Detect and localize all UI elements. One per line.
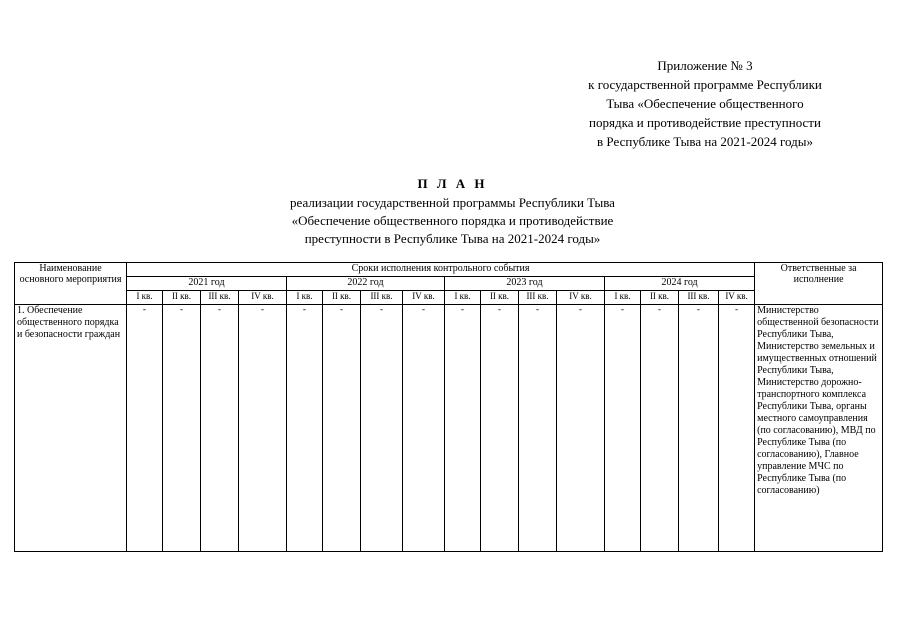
quarter-mark-cell: -: [481, 305, 519, 552]
quarter-mark-cell: -: [323, 305, 361, 552]
column-header-responsible: Ответственные за исполнение: [755, 263, 883, 305]
appendix-line: Приложение № 3: [657, 58, 753, 73]
quarter-header: IV кв.: [557, 291, 605, 305]
quarter-mark-cell: -: [127, 305, 163, 552]
quarter-header: I кв.: [127, 291, 163, 305]
plan-subtitle-line: реализации государственной программы Республики Тыва: [290, 195, 615, 210]
quarter-mark-cell: -: [519, 305, 557, 552]
activity-name-cell: 1. Обеспечение общественного порядка и безопасности граждан: [15, 305, 127, 552]
quarter-header: I кв.: [605, 291, 641, 305]
appendix-line: порядка и противодействие преступности: [589, 115, 821, 130]
quarter-header: II кв.: [641, 291, 679, 305]
plan-table: [14, 262, 883, 552]
quarter-header: IV кв.: [403, 291, 445, 305]
table-row: [15, 305, 883, 552]
quarter-mark-cell: -: [719, 305, 755, 552]
quarter-mark-cell: -: [163, 305, 201, 552]
quarter-header: I кв.: [287, 291, 323, 305]
column-header-deadlines: Сроки исполнения контрольного события: [127, 263, 755, 277]
plan-subtitle-line: преступности в Республике Тыва на 2021-2024 годы»: [304, 231, 601, 246]
year-header: 2023 год: [445, 277, 605, 291]
year-header-row: [15, 277, 883, 291]
quarter-mark-cell: -: [445, 305, 481, 552]
appendix-line: Тыва «Обеспечение общественного: [606, 96, 804, 111]
quarter-mark-cell: -: [557, 305, 605, 552]
appendix-line: к государственной программе Республики: [588, 77, 822, 92]
appendix-block: [555, 56, 855, 151]
quarter-mark-cell: -: [287, 305, 323, 552]
quarter-header: I кв.: [445, 291, 481, 305]
year-header: 2021 год: [127, 277, 287, 291]
plan-title: П Л А Н: [417, 176, 488, 191]
quarter-header: III кв.: [519, 291, 557, 305]
quarter-header: III кв.: [201, 291, 239, 305]
quarter-header: II кв.: [163, 291, 201, 305]
quarter-mark-cell: -: [641, 305, 679, 552]
quarter-mark-cell: -: [679, 305, 719, 552]
quarter-header-row: [15, 291, 883, 305]
responsible-cell: Министерство общественной безопасности Республики Тыва, Министерство земельных и имущественных отношений Республики Тыва, Министерство дорожно-транспортного комплекса Республики Тыва, органы местного самоуправления (по согласованию), МВД по Республике Тыва (по согласованию), Главное управление МЧС по Республике Тыва (по согласованию): [755, 305, 883, 552]
quarter-header: II кв.: [323, 291, 361, 305]
quarter-mark-cell: -: [201, 305, 239, 552]
quarter-header: III кв.: [679, 291, 719, 305]
column-header-name: Наименование основного мероприятия: [15, 263, 127, 305]
year-header: 2022 год: [287, 277, 445, 291]
quarter-mark-cell: -: [239, 305, 287, 552]
quarter-mark-cell: -: [605, 305, 641, 552]
plan-subtitle-line: «Обеспечение общественного порядка и противодействие: [291, 213, 614, 228]
year-header: 2024 год: [605, 277, 755, 291]
appendix-line: в Республике Тыва на 2021-2024 годы»: [597, 134, 813, 149]
quarter-mark-cell: -: [403, 305, 445, 552]
plan-subtitle: [200, 194, 705, 248]
quarter-header: IV кв.: [719, 291, 755, 305]
quarter-header: III кв.: [361, 291, 403, 305]
quarter-header: II кв.: [481, 291, 519, 305]
table-body: [15, 305, 883, 552]
quarter-header: IV кв.: [239, 291, 287, 305]
quarter-mark-cell: -: [361, 305, 403, 552]
